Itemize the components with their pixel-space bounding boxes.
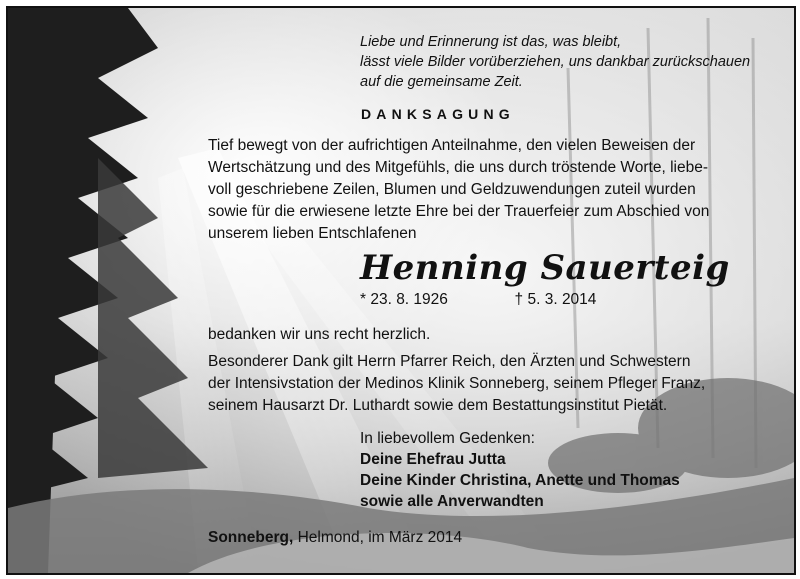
death-date: † 5. 3. 2014 [514,291,597,308]
poem-line: lässt viele Bilder vorüberziehen, uns dankbar zurückschauen [360,54,751,70]
poem-line: auf die gemeinsame Zeit. [360,74,523,90]
intro-line: Tief bewegt von der aufrichtigen Anteilnahme, den vielen Beweisen der [208,137,696,154]
heading: DANKSAGUNG [361,106,515,122]
signers [360,428,680,512]
intro-line: unserem lieben Entschlafenen [208,225,417,242]
thanks-line: bedanken wir uns recht herzlich. [208,326,431,343]
special-thanks-line: der Intensivstation der Medinos Klinik Sonneberg, seinem Pfleger Franz, [208,375,706,392]
signers-intro: In liebevollem Gedenken: [360,430,535,447]
intro-line: Wertschätzung und des Mitgefühls, die uns durch tröstende Worte, liebe- [208,159,709,176]
intro-line: sowie für die erwiesene letzte Ehre bei der Trauerfeier zum Abschied von [208,203,710,220]
place-town: Sonneberg, [208,529,294,546]
poem-line: Liebe und Erinnerung ist das, was bleibt, [360,34,622,50]
signer-line: Deine Ehefrau Jutta [360,451,506,468]
intro-paragraph [208,135,709,245]
special-thanks-line: Besonderer Dank gilt Herrn Pfarrer Reich, den Ärzten und Schwestern [208,353,691,370]
obituary-card [6,6,796,575]
life-dates [360,291,596,309]
signer-line: Deine Kinder Christina, Anette und Thomas [360,472,680,489]
birth-date: * 23. 8. 1926 [360,291,448,308]
special-thanks [208,351,705,417]
special-thanks-line: seinem Hausarzt Dr. Luthardt sowie dem Bestattungsinstitut Pietät. [208,397,668,414]
place-date [208,529,462,547]
signer-line: sowie alle Anverwandten [360,493,544,510]
poem [360,32,750,92]
deceased-name: Henning Sauerteig [360,248,730,288]
place-rest: Helmond, im März 2014 [293,529,463,546]
intro-line: voll geschriebene Zeilen, Blumen und Geldzuwendungen zuteil wurden [208,181,696,198]
